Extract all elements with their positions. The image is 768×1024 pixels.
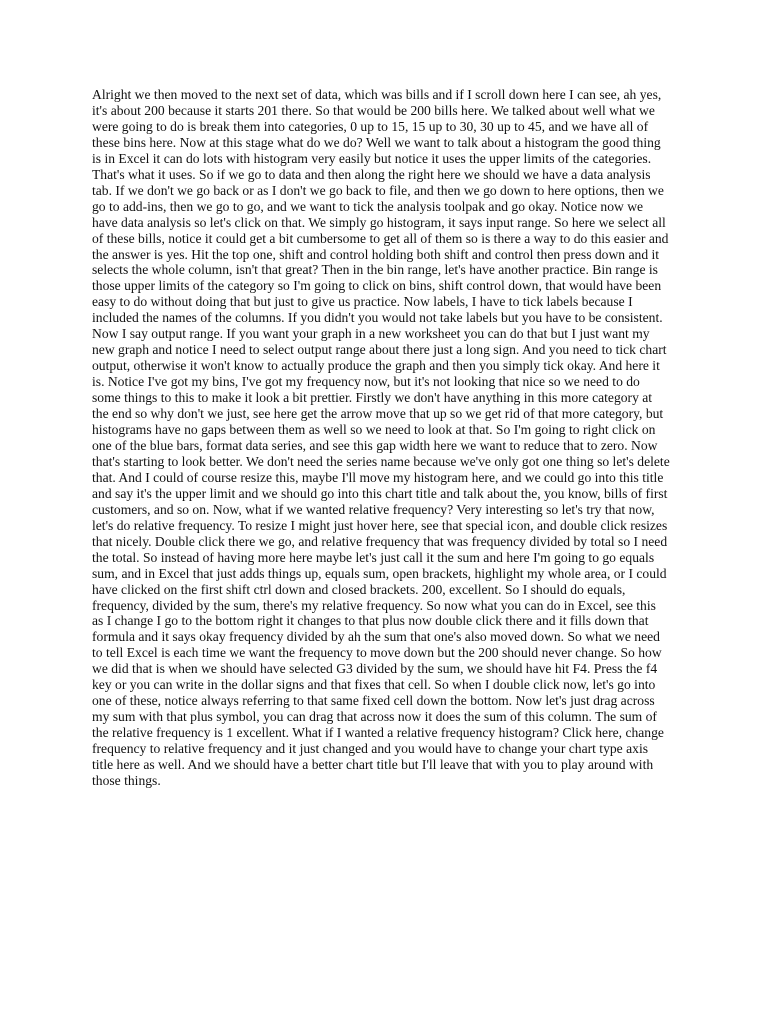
transcript-paragraph: Alright we then moved to the next set of data, which was bills and if I scroll down here I can see, ah yes, it's about 200 because it starts 201 there. So that would be 200 bills here. We talked about well what we were going to do is break them into categories, 0 up to 15, 15 up to 30, 30 up to 45, and we have all of these bins here. Now at this stage what do we do? Well we want to talk about a histogram the good thing is in Excel it can do lots with histogram very easily but notice it uses the upper limits of the categories. That's what it uses. So if we go to data and then along the right here we should we have a data analysis tab. If we don't we go back or as I don't we go back to file, and then we go down to here options, then we go to add-ins, then we go to go, and we want to tick the analysis toolpak and go okay. Notice now we have data analysis so let's click on that. We simply go histogram, it says input range. So here we select all of these bills, notice it could get a bit cumbersome to get all of them so is there a way to do this easier and the answer is yes. Hit the top one, shift and control holding both shift and control then press down and it selects the whole column, isn't that great? Then in the bin range, let's have another practice. Bin range is those upper limits of the category so I'm going to click on bins, shift control down, that would have been easy to do without doing that but just to give us practice. Now labels, I have to tick labels because I included the names of the columns. If you didn't you would not take labels but you have to be consistent. Now I say output range. If you want your graph in a new worksheet you can do that but I just want my new graph and notice I need to select output range about there just a long sign. And you need to tick chart output, otherwise it won't know to actually produce the graph and then you simply tick okay. And here it is. Notice I've got my bins, I've got my frequency now, but it's not looking that nice so we need to do some things to this to make it look a bit prettier. Firstly we don't have anything in this more category at the end so why don't we just, see here get the arrow move that up so we get rid of that more category, but histograms have no gaps between them as well so we need to look at that. So I'm going to right click on one of the blue bars, format data series, and see this gap width here we want to reduce that to zero. Now that's starting to look better. We don't need the series name because we've only got one thing so let's delete that. And I could of course resize this, maybe I'll move my histogram here, and we could go into this title and say it's the upper limit and we should go into this chart title and talk about the, you know, bills of first customers, and so on. Now, what if we wanted relative frequency? Very interesting so let's try that now, let's do relative frequency. To resize I might just hover here, see that special icon, and double click resizes that nicely. Double click there we go, and relative frequency that was frequency divided by total so I need the total. So instead of having more here maybe let's just call it the sum and here I'm going to go equals sum, and in Excel that just adds things up, equals sum, open brackets, highlight my whole area, or I could have clicked on the first shift ctrl down and closed brackets. 200, excellent. So I should do equals, frequency, divided by the sum, there's my relative frequency. So now what you can do in Excel, see this as I change I go to the bottom right it changes to that plus now double click there and it fills down that formula and it says okay frequency divided by ah the sum that one's also moved down. So what we need to tell Excel is each time we want the frequency to move down but the 200 should never change. So how we did that is when we should have selected G3 divided by the sum, we should have hit F4. Press the f4 key or you can write in the dollar signs and that fixes that cell. So when I double click now, let's go into one of these, notice always referring to that same fixed cell down the bottom. Now let's just drag across my sum with that plus symbol, you can drag that across now it does the sum of this column. The sum of the relative frequency is 1 excellent. What if I wanted a relative frequency histogram? Click here, change frequency to relative frequency and it just changed and you would have to change your chart type axis title here as well. And we should have a better chart title but I'll leave that with you to play around with those things. <box>92 87 670 788</box>
